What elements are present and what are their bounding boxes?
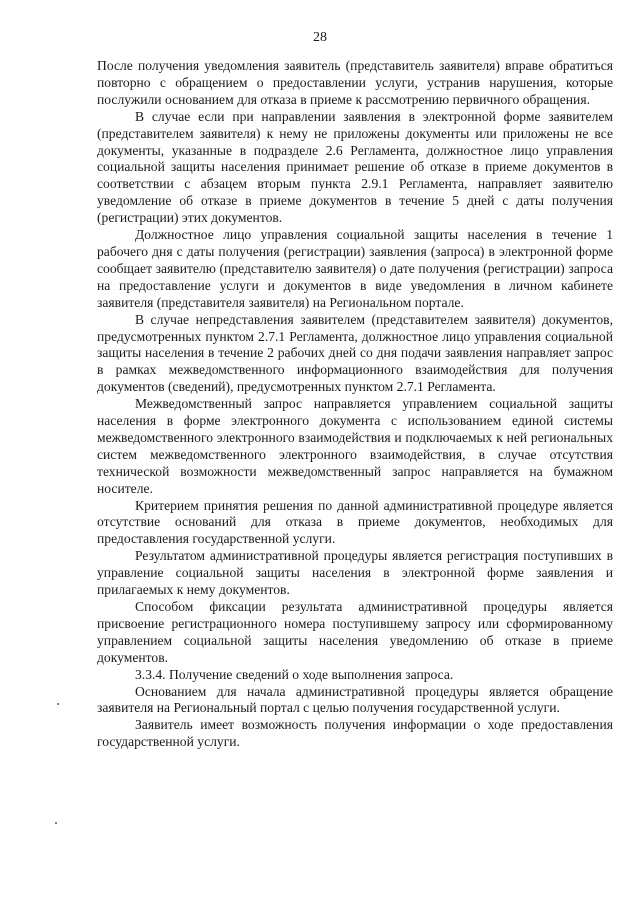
paragraph: Основанием для начала административной процедуры является обращение заявителя на Региональный портал с целью получения государственной услуги. <box>97 683 613 716</box>
paragraph: Способом фиксации результата административной процедуры является присвоение регистрационного номера поступившему запросу или сформированному управлением социальной защиты населения уведомлению об отказе в приеме документов. <box>97 599 613 665</box>
paragraph: Критерием принятия решения по данной административной процедуре является отсутствие оснований для отказа в приеме документов, необходимых для предоставления государственной услуги. <box>97 497 613 547</box>
paragraph: После получения уведомления заявитель (представитель заявителя) вправе обратиться повторно с обращением о предоставлении услуги, устранив нарушения, которые послужили основанием для отказа в приеме к рассмотрению первичного обращения. <box>97 58 613 107</box>
paragraph: Должностное лицо управления социальной защиты населения в течение 1 рабочего дня с даты получения (регистрации) заявления (запроса) в электронной форме сообщает заявителю (представителю заявителя) о дате получения (регистрации) запроса на предоставление услуги и документов в виде уведомления в личном кабинете заявителя (представителя заявителя) на Региональном портале. <box>97 227 613 310</box>
page-number: 28 <box>313 30 327 45</box>
paragraph: В случае непредставления заявителем (представителем заявителя) документов, предусмотренных пунктом 2.7.1 Регламента, должностное лицо управления социальной защиты населения в течение 2 рабочих дней со дня подачи заявления направляет запрос в рамках межведомственного информационного взаимодействия для получения документов (сведений), предусмотренных пунктом 2.7.1 Регламента. <box>97 311 613 395</box>
paragraph: В случае если при направлении заявления в электронной форме заявителем (представителем заявителя) к нему не приложены документы или приложены не все документы, указанные в подразделе 2.6 Регламента, должностное лицо управления социальной защиты населения принимает решение об отказе в приеме документов в соответствии с абзацем вторым пункта 2.9.1 Регламента, направляет заявителю уведомление об отказе в приеме документов в течение 5 дней с даты получения (регистрации) этих документов. <box>97 108 613 226</box>
paragraph: Результатом административной процедуры является регистрация поступивших в управление социальной защиты населения в электронной форме заявления и прилагаемых к нему документов. <box>97 548 613 598</box>
paragraph: Заявитель имеет возможность получения информации о ходе предоставления государственной услуги. <box>97 717 613 750</box>
section-heading: 3.3.4. Получение сведений о ходе выполнения запроса. <box>135 666 454 682</box>
paragraph: Межведомственный запрос направляется управлением социальной защиты населения в форме электронного документа с использованием единой системы межведомственного электронного взаимодействия и подключаемых к ней региональных систем межведомственного электронного взаимодействия, в случае отсутствия технической возможности межведомственный запрос направляется на бумажном носителе. <box>97 396 613 496</box>
document-body <box>97 58 613 751</box>
scan-speck <box>55 822 57 824</box>
scan-speck <box>57 703 59 705</box>
